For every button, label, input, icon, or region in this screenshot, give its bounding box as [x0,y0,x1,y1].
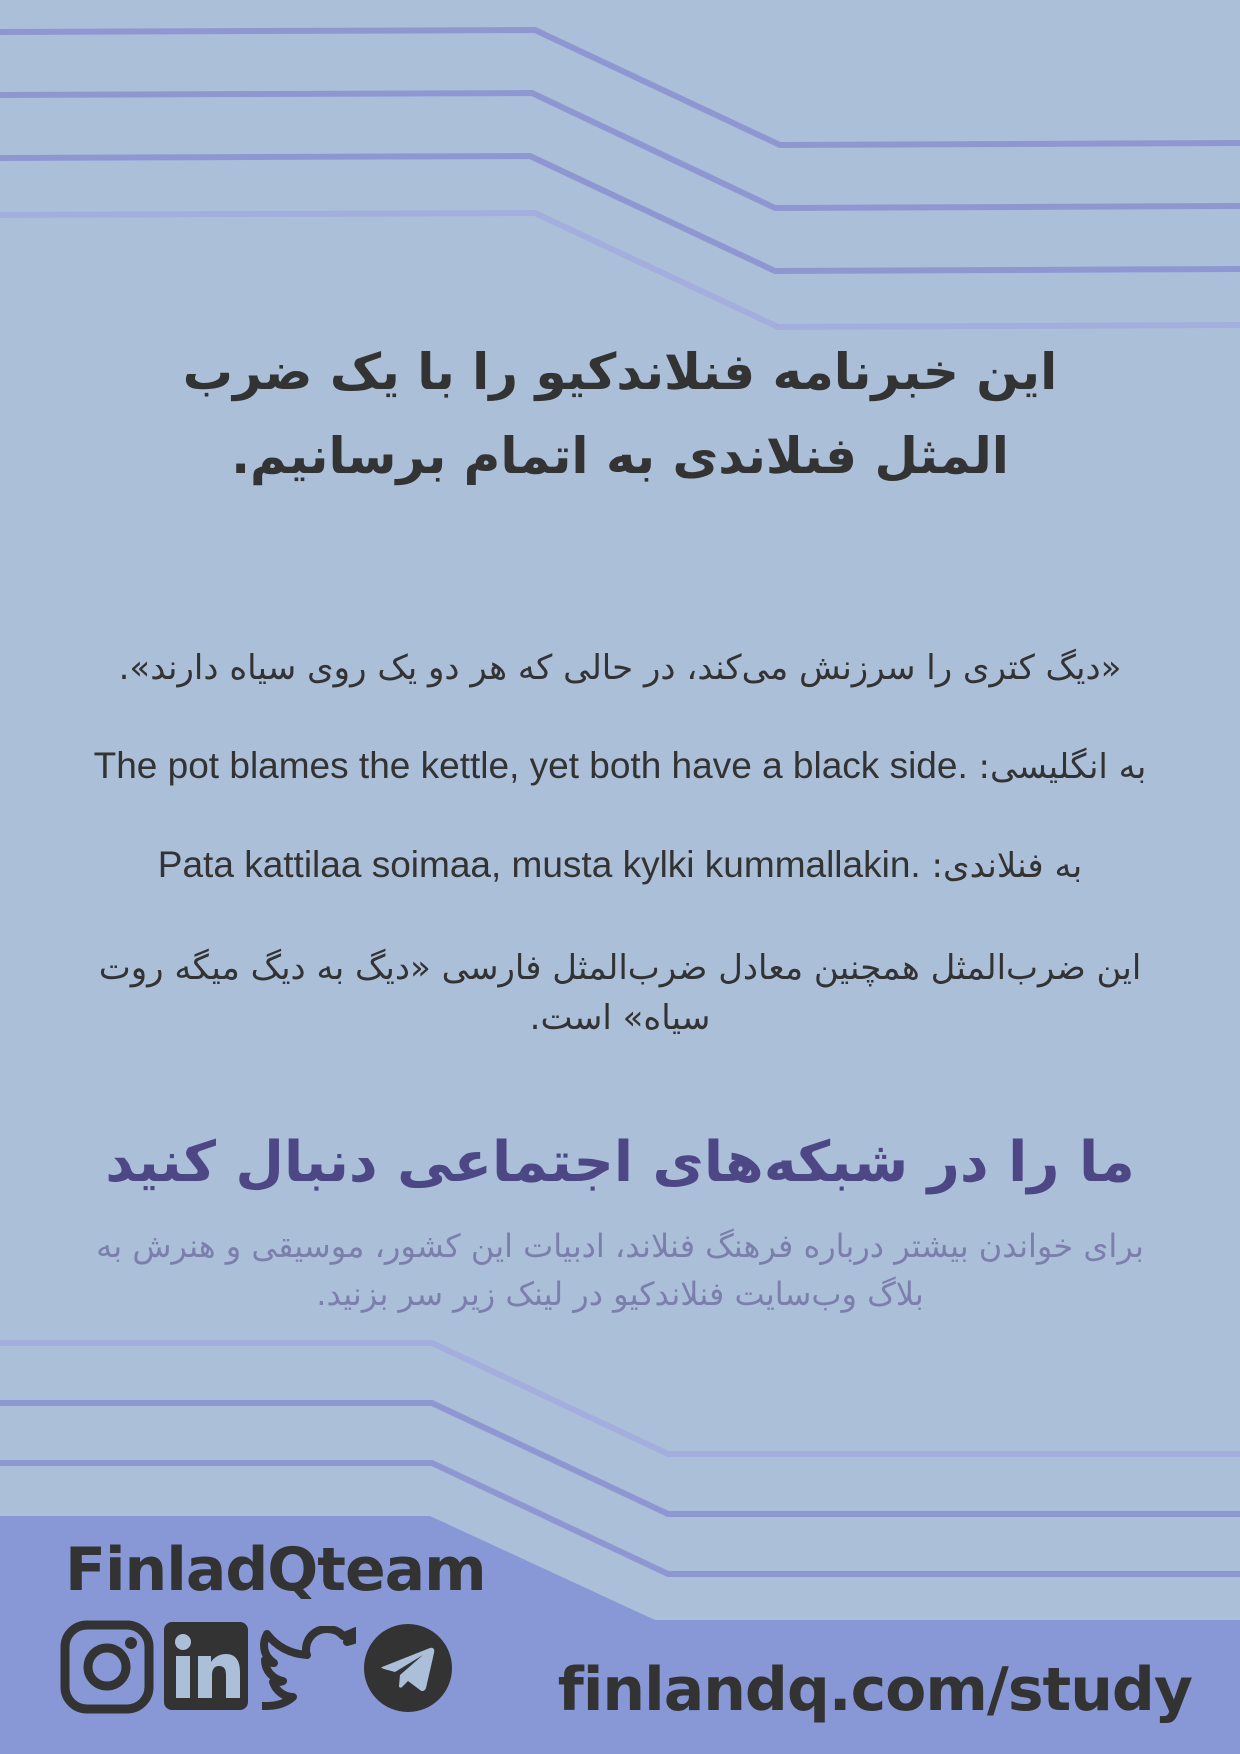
follow-text: برای خواندن بیشتر درباره فرهنگ فنلاند، ادبیات این کشور، موسیقی و هنرش به بلاگ وب‌سایت فنلاندکیو در لینک زیر سر بزنید. [96,1227,1144,1313]
brand-name: FinladQteam [65,1535,486,1605]
finnish-label: به فنلاندی: [931,846,1083,886]
instagram-icon[interactable] [60,1620,154,1714]
proverb-english [20,741,1220,792]
proverb-equivalent: این ضرب‌المثل همچنین معادل ضرب‌المثل فارسی «دیگ به دیگ میگه روت سیاه» است. [98,948,1142,1038]
website-link[interactable]: finlandq.com/study [557,1655,1192,1725]
finnish-text: Pata kattilaa soimaa, musta kylki kummallakin. [157,844,921,885]
english-label: به انگلیسی: [978,747,1147,787]
telegram-icon[interactable] [362,1622,454,1714]
linkedin-icon[interactable] [162,1620,250,1712]
proverb-persian: «دیگ کتری را سرزنش می‌کند، در حالی که هر دو یک روی سیاه دارند». [118,648,1122,688]
proverb-finnish [20,840,1220,891]
top-decorative-lines [0,0,1240,340]
follow-title: ما را در شبکه‌های اجتماعی دنبال کنید [105,1130,1135,1195]
twitter-icon[interactable] [260,1626,356,1710]
english-text: The pot blames the kettle, yet both have a black side. [93,745,968,786]
headline: این خبرنامه فنلاندکیو را با یک ضرب المثل فنلاندی به اتمام برسانیم. [182,343,1058,485]
